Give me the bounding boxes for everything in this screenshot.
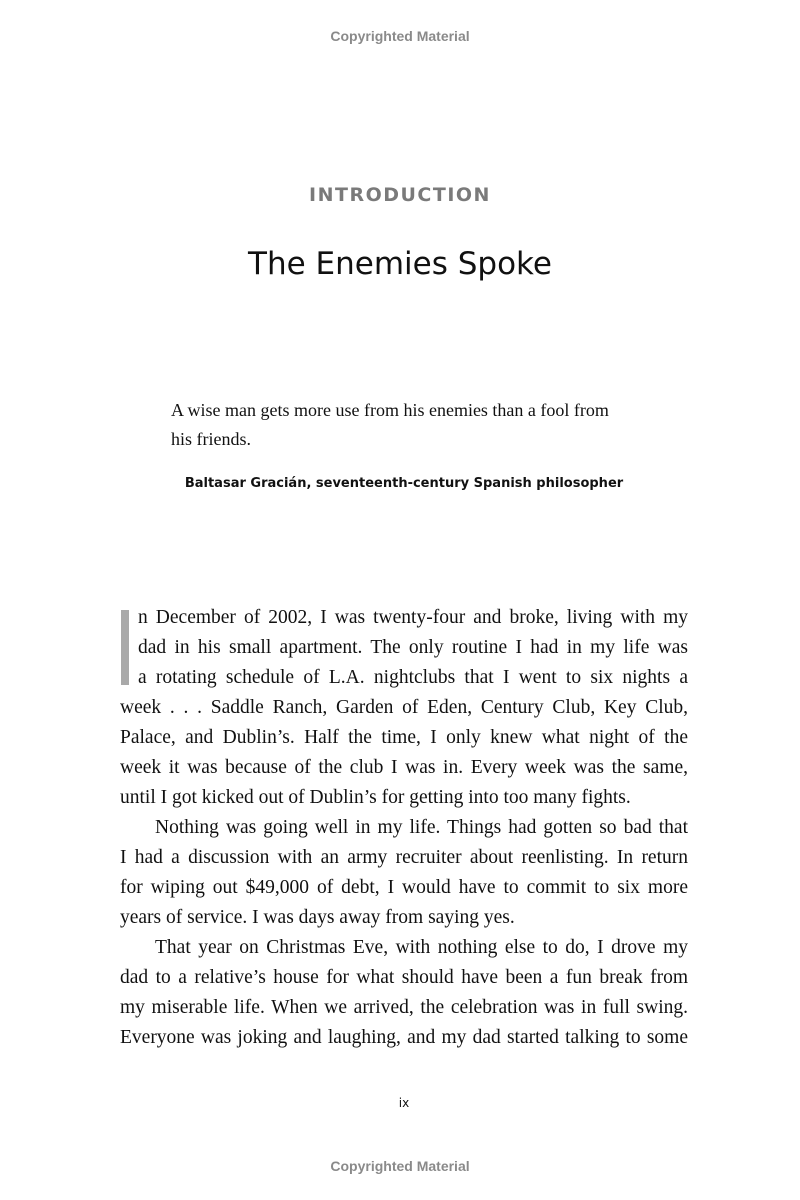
body-line: n December of 2002, I was twenty-four and broke, living with my xyxy=(138,607,688,628)
copyright-header: Copyrighted Material xyxy=(330,28,470,44)
body-line: Palace, and Dublin’s. Half the time, I only knew what night of the xyxy=(120,727,688,748)
copyright-footer: Copyrighted Material xyxy=(330,1158,470,1174)
body-line: I had a discussion with an army recruiter about reenlisting. In return xyxy=(120,847,688,868)
epigraph-line: A wise man gets more use from his enemies than a fool from xyxy=(171,400,609,420)
body-line: my miserable life. When we arrived, the celebration was in full swing. xyxy=(120,997,688,1018)
body-line: dad in his small apartment. The only routine I had in my life was xyxy=(138,637,688,658)
epigraph-attribution: Baltasar Gracián, seventeenth-century Spanish philosopher xyxy=(184,476,624,491)
body-line: for wiping out $49,000 of debt, I would have to commit to six more xyxy=(120,877,688,898)
epigraph xyxy=(171,396,651,454)
body-line: week it was because of the club I was in. Every week was the same, xyxy=(120,757,688,778)
body-line: Everyone was joking and laughing, and my dad started talking to some xyxy=(120,1027,688,1048)
chapter-label: INTRODUCTION xyxy=(309,184,491,206)
body-line: until I got kicked out of Dublin’s for getting into too many fights. xyxy=(120,787,631,808)
epigraph-line: his friends. xyxy=(171,429,251,449)
chapter-title: The Enemies Spoke xyxy=(248,246,552,282)
body-line: dad to a relative’s house for what should have been a fun break from xyxy=(120,967,688,988)
body-line: years of service. I was days away from saying yes. xyxy=(120,907,515,928)
page-number: ix xyxy=(398,1096,410,1110)
body-line: a rotating schedule of L.A. nightclubs that I went to six nights a xyxy=(138,667,688,688)
body-line: week . . . Saddle Ranch, Garden of Eden, Century Club, Key Club, xyxy=(120,697,688,718)
body-line: Nothing was going well in my life. Things had gotten so bad that xyxy=(155,817,688,838)
body-text xyxy=(120,603,688,1053)
body-line: That year on Christmas Eve, with nothing else to do, I drove my xyxy=(155,937,688,958)
